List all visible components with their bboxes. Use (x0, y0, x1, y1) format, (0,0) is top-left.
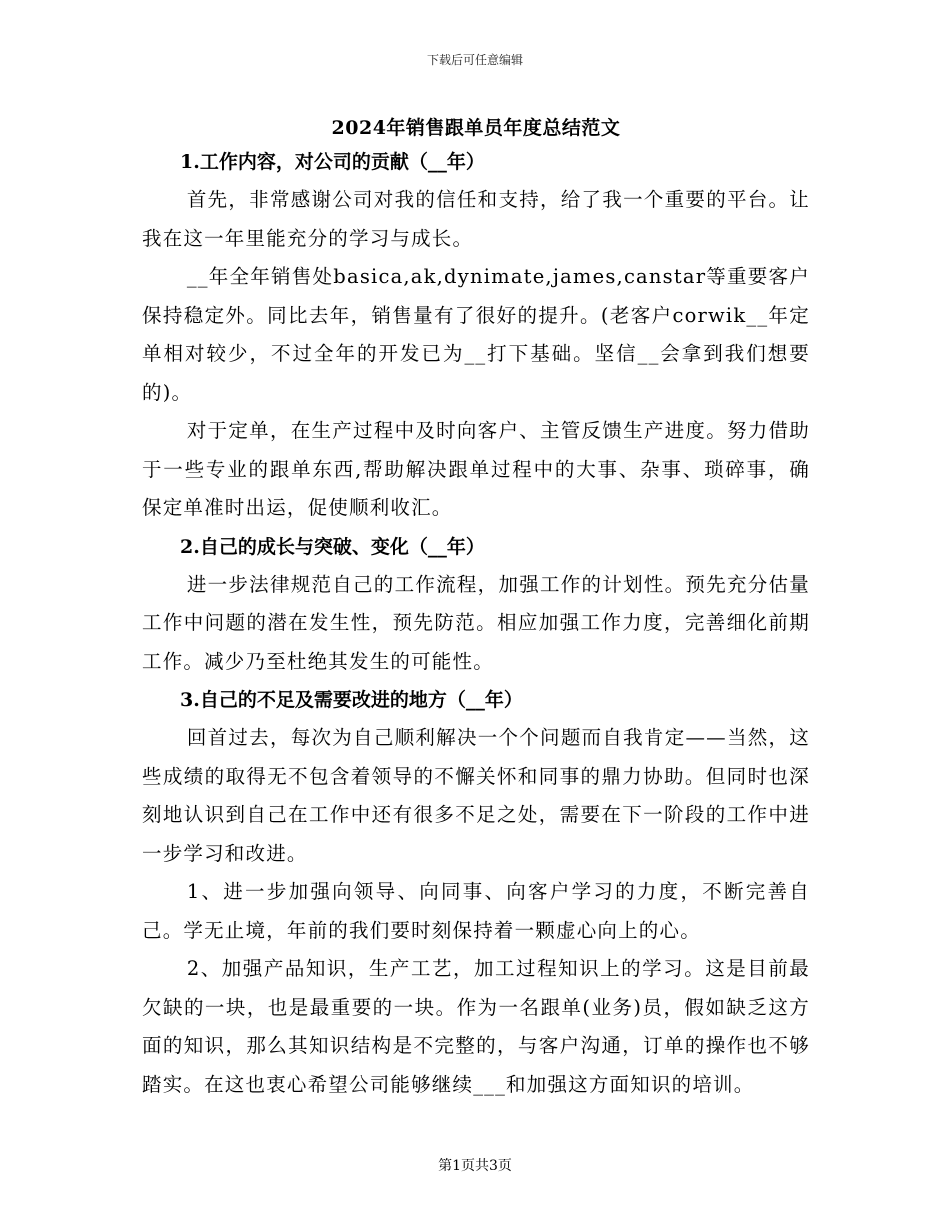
paragraph: 进一步法律规范自己的工作流程，加强工作的计划性。预先充分估量工作中问题的潜在发生性，预先防范。相应加强工作力度，完善细化前期工作。减少乃至杜绝其发生的可能性。 (142, 572, 810, 673)
paragraph: 2、加强产品知识，生产工艺，加工过程知识上的学习。这是目前最欠缺的一块，也是最重要的一块。作为一名跟单(业务)员，假如缺乏这方面的知识，那么其知识结构是不完整的，与客户沟通，订单的操作也不够踏实。在这也衷心希望公司能够继续___和加强这方面知识的培训。 (142, 957, 810, 1096)
paragraph: 回首过去，每次为自己顺利解决一个个问题而自我肯定——当然，这些成绩的取得无不包含着领导的不懈关怀和同事的鼎力协助。但同时也深刻地认识到自己在工作中还有很多不足之处，需要在下一阶段的工作中进一步学习和改进。 (142, 726, 810, 865)
paragraph: 首先，非常感谢公司对我的信任和支持，给了我一个重要的平台。让我在这一年里能充分的学习与成长。 (142, 188, 810, 250)
paragraph: __年全年销售处basica,ak,dynimate,james,canstar等重要客户保持稳定外。同比去年，销售量有了很好的提升。(老客户corwik__年定单相对较少，不过全年的开发已为__打下基础。坚信__会拿到我们想要的)。 (142, 265, 810, 404)
page-number: 第1页共3页 (438, 1158, 512, 1174)
paragraph: 对于定单，在生产过程中及时向客户、主管反馈生产进度。努力借助于一些专业的跟单东西,帮助解决跟单过程中的大事、杂事、琐碎事，确保定单准时出运，促使顺利收汇。 (142, 419, 810, 519)
paragraph: 1、进一步加强向领导、向同事、向客户学习的力度，不断完善自己。学无止境，年前的我们要时刻保持着一颗虚心向上的心。 (142, 880, 810, 942)
section-heading: 3.自己的不足及需要改进的地方（__年） (180, 689, 523, 711)
section-heading: 1.工作内容，对公司的贡献（__年） (180, 151, 485, 173)
section-heading: 2.自己的成长与突破、变化（__年） (180, 535, 485, 558)
document-title: 2024年销售跟单员年度总结范文 (331, 117, 621, 139)
header-note: 下载后可任意编辑 (426, 53, 523, 67)
section-1 (142, 143, 810, 528)
document-body (142, 113, 810, 1104)
section-3 (142, 681, 810, 1104)
section-2 (142, 528, 810, 682)
